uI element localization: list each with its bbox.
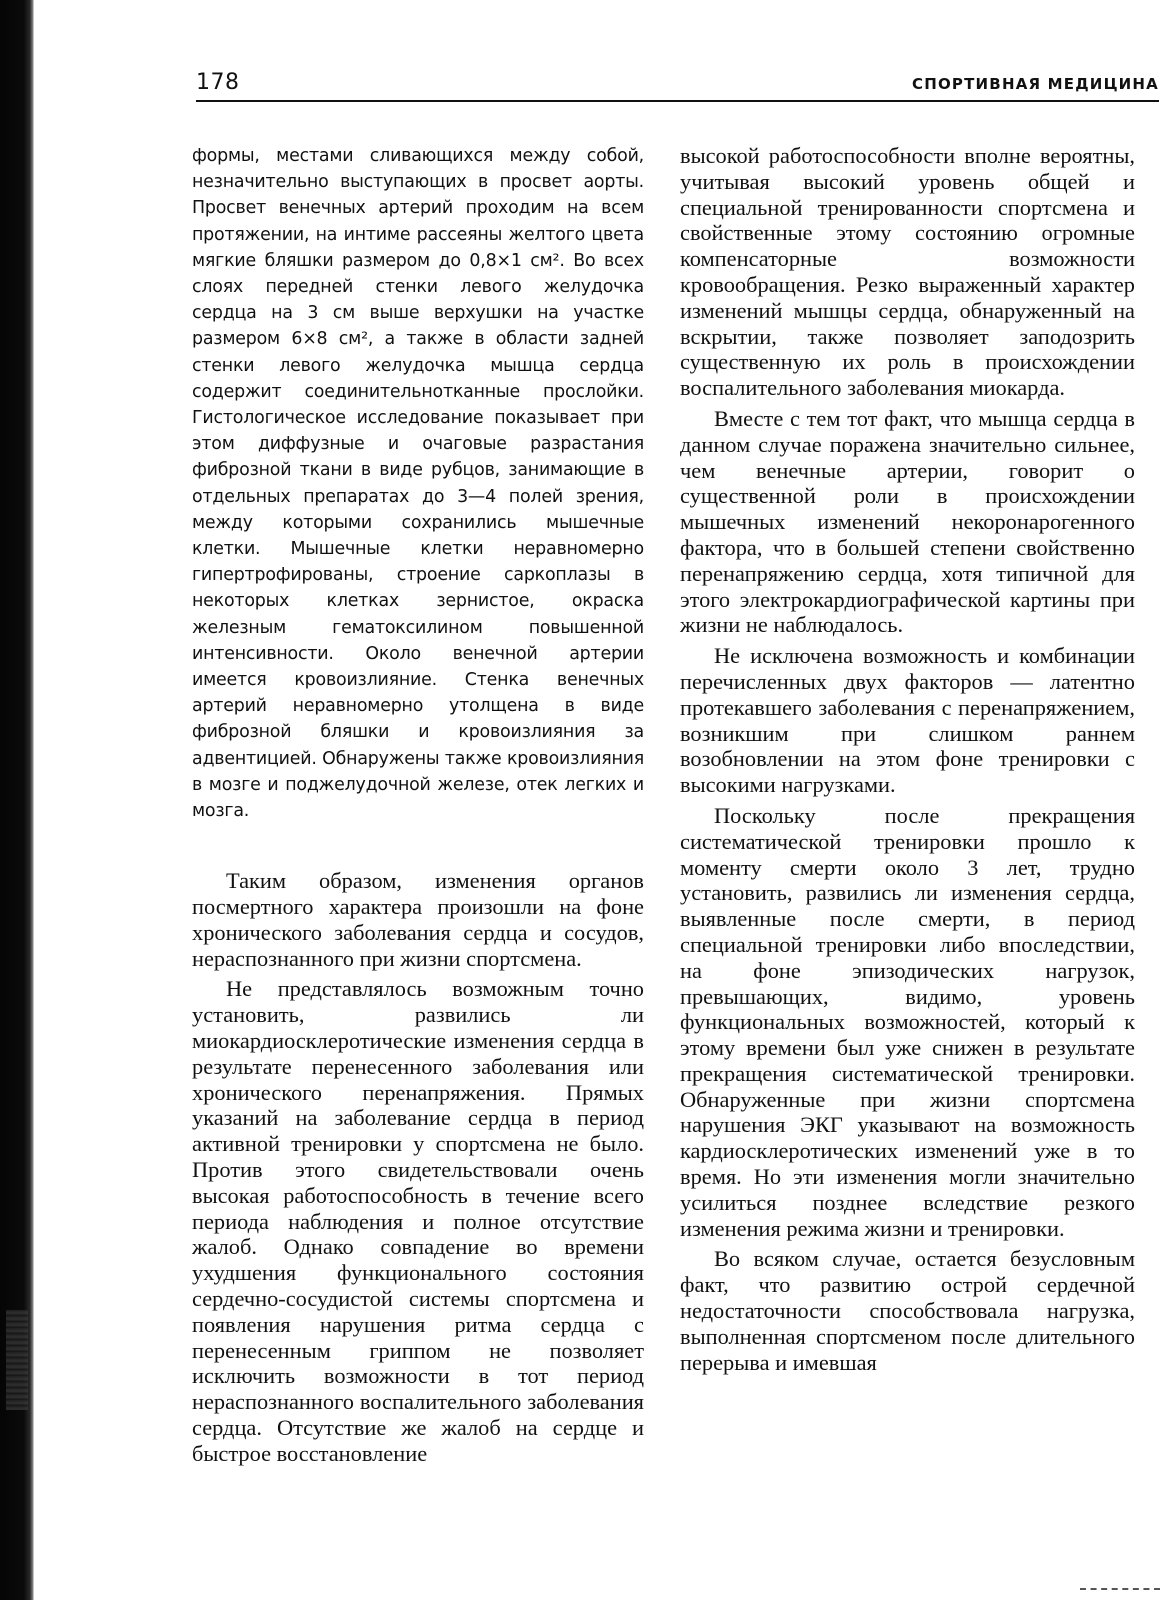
scan-edge-mark bbox=[1080, 1588, 1160, 1592]
left-column bbox=[192, 143, 644, 1472]
running-head bbox=[196, 70, 1159, 95]
paragraph: Во всяком случае, остается безусловным факт, что развитию острой сердечной недостаточности способствовала нагрузка, выполненная спортсменом после длительного перерыва и имевшая bbox=[680, 1246, 1135, 1375]
paragraph: Не представлялось возможным точно установить, развились ли миокардиосклеротические изменения сердца в результате перенесенного заболевания или хронического перенапряжения. Прямых указаний на заболевание сердца в период активной тренировки у спортсмена не было. Против этого свидетельствовали очень высокая работоспособность в течение всего периода наблюдения и полное отсутствие жалоб. Однако совпадение во времени ухудшения функционального состояния сердечно-сосудистой системы спортсмена и появления нарушения ритма сердца с перенесенным гриппом не позволяет исключить возможности в тот период нераспознанного воспалительного заболевания сердца. Отсутствие же жалоб на сердце и быстрое восстановление bbox=[192, 976, 644, 1466]
paragraph: Поскольку после прекращения систематической тренировки прошло к моменту смерти около 3 лет, трудно установить, развились ли изменения сердца, выявленные после смерти, в период специальной тренировки либо впоследствии, на фоне эпизодических нагрузок, превышающих, видимо, уровень функциональных возможностей, который к этому времени был уже снижен в результате прекращения систематической тренировки. Обнаруженные при жизни спортсмена нарушения ЭКГ указывают на возможность кардиосклеротических изменений уже в то время. Но эти изменения могли значительно усилиться позднее вследствие резкого изменения режима жизни и тренировки. bbox=[680, 802, 1135, 1241]
case-description bbox=[192, 143, 644, 824]
paragraph: Вместе с тем тот факт, что мышца сердца в данном случае поражена значительно сильнее, чем венечные артерии, говорит о существенной роли в происхождении мышечных изменений некоронарогенного фактора, что в большей степени свойственно перенапряжению сердца, хотя типичной для этого электрокардиографической картины при жизни не наблюдалось. bbox=[680, 405, 1135, 638]
section-title: СПОРТИВНАЯ МЕДИЦИНА bbox=[912, 75, 1159, 93]
left-body-text bbox=[192, 868, 644, 1466]
paragraph-continued: высокой работоспособности вполне вероятны, учитывая высокий уровень общей и специальной тренированности спортсмена и свойственные этому состоянию огромные компенсаторные возможности кровообращения. Резко выраженный характер изменений мышцы сердца, обнаруженный на вскрытии, также позволяет заподозрить существенную их роль в происхождении воспалительного заболевания миокарда. bbox=[680, 143, 1135, 401]
paragraph: Таким образом, изменения органов посмертного характера произошли на фоне хронического заболевания сердца и сосудов, нераспознанного при жизни спортсмена. bbox=[192, 868, 644, 971]
case-paragraph: формы, местами сливающихся между собой, незначительно выступающих в просвет аорты. Просвет венечных артерий проходим на всем протяжении, на интиме рассеяны желтого цвета мягкие бляшки размером до 0,8×1 см². Во всех слоях передней стенки левого желудочка сердца на 3 см выше верхушки на участке размером 6×8 см², а также в области задней стенки левого желудочка мышца сердца содержит соединительнотканные прослойки. Гистологическое исследование показывает при этом диффузные и очаговые разрастания фиброзной ткани в виде рубцов, занимающие в отдельных препаратах до 3—4 полей зрения, между которыми сохранились мышечные клетки. Мышечные клетки неравномерно гипертрофированы, строение саркоплазы в некоторых клетках зернистое, окраска железным гематоксилином повышенной интенсивности. Около венечной артерии имеется кровоизлияние. Стенка венечных артерий неравномерно утолщена в виде фиброзной бляшки и кровоизлияния за адвентицией. Обнаружены также кровоизлияния в мозге и поджелудочной железе, отек легких и мозга. bbox=[192, 146, 644, 822]
header-rule bbox=[196, 100, 1159, 102]
paragraph: Не исключена возможность и комбинации перечисленных двух факторов — латентно протекавшего заболевания с перенапряжением, возникшим при слишком раннем возобновлении на этом фоне тренировки с высокими нагрузками. bbox=[680, 643, 1135, 798]
spacer bbox=[192, 824, 644, 868]
page-number: 178 bbox=[196, 70, 240, 95]
right-body-text bbox=[680, 143, 1135, 1375]
scan-artifact bbox=[6, 1310, 28, 1410]
right-column bbox=[680, 143, 1135, 1380]
